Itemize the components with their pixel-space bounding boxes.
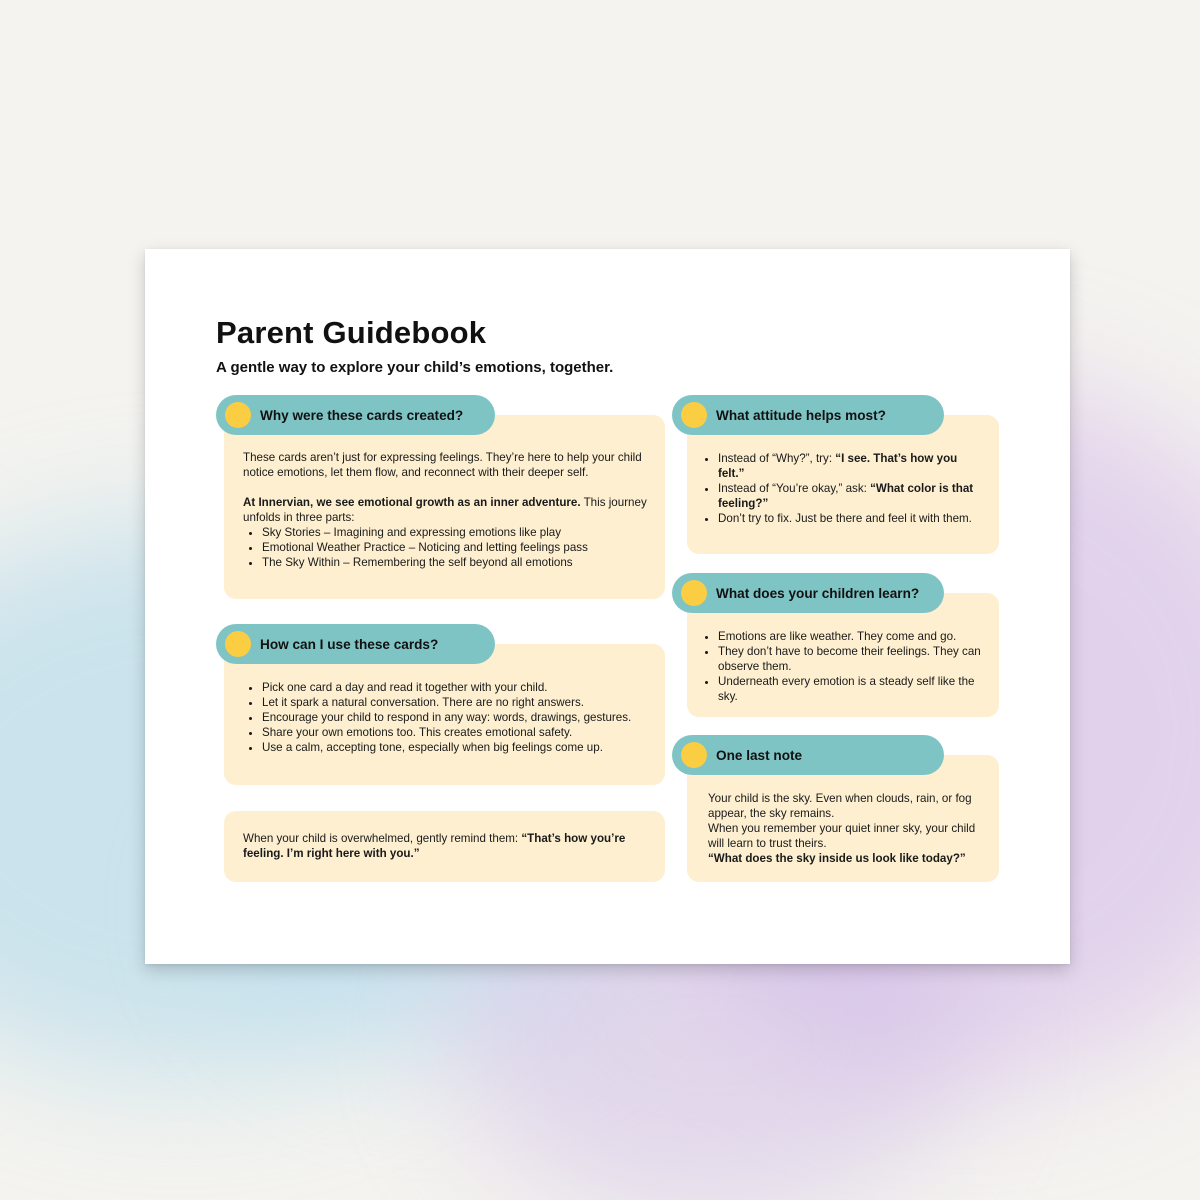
- learn-list: [699, 629, 985, 704]
- how-card: [224, 644, 665, 785]
- list-item: • They don’t have to become their feelings. They can observe them.: [718, 644, 985, 674]
- why-card: [224, 415, 665, 599]
- reminder-quote: “That’s how you’re feeling. I’m right here with you.”: [243, 832, 626, 860]
- how-heading-pill: [216, 624, 495, 664]
- page-subtitle: A gentle way to explore your child’s emotions, together.: [216, 359, 614, 376]
- list-item: • Use a calm, accepting tone, especially when big feelings come up.: [262, 740, 647, 755]
- why-parts-list: [243, 525, 647, 570]
- why-highlight: At Innervian, we see emotional growth as an inner adventure.: [243, 496, 581, 509]
- sun-icon: [225, 402, 251, 428]
- note-quote: [708, 851, 985, 866]
- attitude-item2-text: Instead of “You’re okay,” ask:: [718, 482, 871, 495]
- reminder-lead: When your child is overwhelmed, gently remind them:: [243, 832, 522, 845]
- list-item: • The Sky Within – Remembering the self beyond all emotions: [262, 555, 647, 570]
- note-line1: Your child is the sky. Even when clouds, rain, or fog appear, the sky remains.: [708, 792, 972, 820]
- sun-icon: [681, 402, 707, 428]
- section-note: [672, 735, 999, 882]
- list-item: • Underneath every emotion is a steady self like the sky.: [718, 674, 985, 704]
- why-heading: Why were these cards created?: [260, 407, 464, 423]
- attitude-item1-text: Instead of “Why?”, try:: [718, 452, 836, 465]
- note-line2: When you remember your quiet inner sky, your child will learn to trust theirs.: [708, 822, 976, 850]
- sun-icon: [681, 580, 707, 606]
- list-item: • Sky Stories – Imagining and expressing emotions like play: [262, 525, 647, 540]
- attitude-heading-pill: [672, 395, 944, 435]
- how-heading: How can I use these cards?: [260, 636, 439, 652]
- list-item: [718, 451, 985, 481]
- note-quote-text: “What does the sky inside us look like today?”: [708, 852, 966, 865]
- sun-icon: [681, 742, 707, 768]
- page-title: Parent Guidebook: [216, 315, 487, 350]
- list-item: • Emotional Weather Practice – Noticing and letting feelings pass: [262, 540, 647, 555]
- list-item: • Encourage your child to respond in any way: words, drawings, gestures.: [262, 710, 647, 725]
- section-learn: [672, 573, 999, 718]
- how-list: [243, 680, 647, 755]
- note-heading-pill: [672, 735, 944, 775]
- section-how: [216, 624, 665, 785]
- section-attitude: [672, 395, 999, 555]
- attitude-heading: What attitude helps most?: [716, 407, 886, 423]
- learn-heading: What does your children learn?: [716, 585, 920, 601]
- attitude-list: [699, 451, 985, 526]
- list-item: • Let it spark a natural conversation. There are no right answers.: [262, 695, 647, 710]
- note-heading: One last note: [716, 747, 803, 763]
- list-item: • Share your own emotions too. This creates emotional safety.: [262, 725, 647, 740]
- why-intro: These cards aren’t just for expressing feelings. They’re here to help your child notice emotions, let them flow, and reconnect with their deeper self.: [243, 451, 642, 479]
- list-item: [718, 481, 985, 511]
- why-journey: [243, 495, 647, 525]
- attitude-card: [687, 415, 999, 554]
- why-journey-text: This journey unfolds in three parts:: [243, 496, 647, 524]
- sun-icon: [225, 631, 251, 657]
- section-why: [216, 395, 665, 599]
- guidebook-sheet: [145, 249, 1070, 964]
- list-item: • Pick one card a day and read it together with your child.: [262, 680, 647, 695]
- list-item: • Emotions are like weather. They come and go.: [718, 629, 985, 644]
- why-heading-pill: [216, 395, 495, 435]
- reminder-card: [224, 811, 665, 882]
- reminder-text: [243, 831, 647, 861]
- list-item: • Don’t try to fix. Just be there and feel it with them.: [718, 511, 985, 526]
- attitude-item2-quote: “What color is that feeling?”: [718, 482, 974, 510]
- learn-heading-pill: [672, 573, 944, 613]
- attitude-item1-quote: “I see. That’s how you felt.”: [718, 452, 958, 480]
